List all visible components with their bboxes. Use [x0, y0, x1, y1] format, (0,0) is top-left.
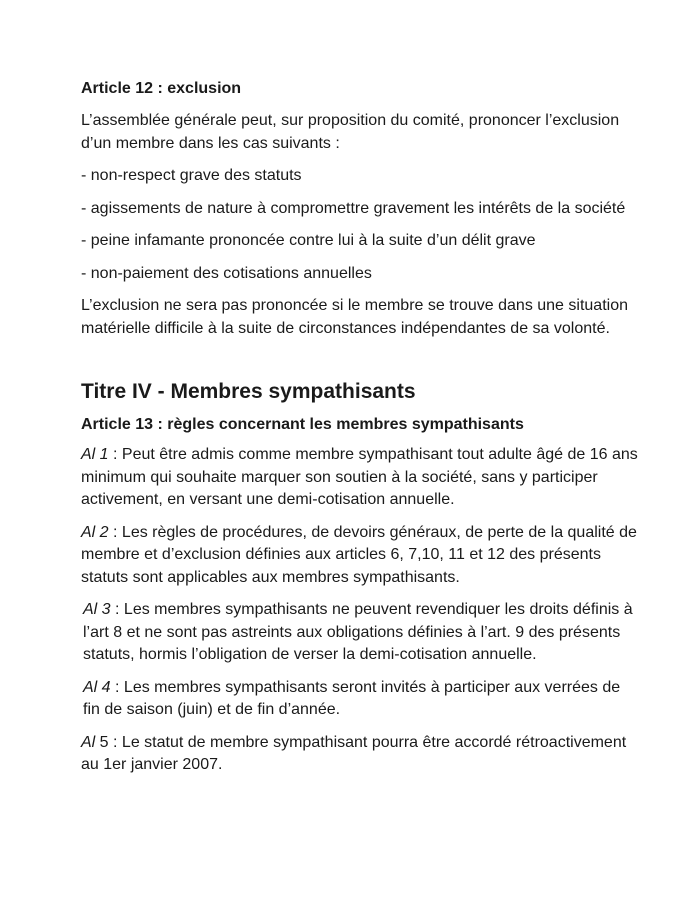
document-page — [81, 78, 641, 787]
alinea-4-label: Al 4 — [83, 678, 111, 696]
alinea-3-label: Al 3 — [83, 601, 111, 618]
alinea-5-label: Al — [81, 733, 96, 751]
article-12-intro: L’assemblée générale peut, sur proposition du comité, prononcer l’exclusion d’un membre dans les cas suivants : — [81, 112, 620, 152]
alinea-4-text: : Les membres sympathisants seront invités à participer aux verrées de fin de saison (juin) et de fin d’année. — [83, 678, 621, 718]
article-12-heading: Article 12 : exclusion — [81, 80, 242, 97]
alinea-2 — [81, 522, 641, 590]
alinea-3 — [81, 599, 641, 667]
alinea-1-label: Al 1 — [81, 446, 109, 463]
alinea-1 — [81, 444, 641, 512]
alinea-2-text: : Les règles de procédures, de devoirs généraux, de perte de la qualité de membre et d’exclusion définies aux articles 6, 7,10, 11 et 12 des présents statuts sont applicables aux membres sympathisants. — [81, 523, 637, 586]
alinea-3-text: : Les membres sympathisants ne peuvent revendiquer les droits définis à l’art 8 et ne sont pas astreints aux obligations définies à l’art. 9 des présents statuts, hormis l’obligation de verser la demi-cotisation annuelle. — [83, 601, 633, 663]
article-12-item-3: - peine infamante prononcée contre lui à la suite d’un délit grave — [81, 232, 536, 249]
article-12-closing: L’exclusion ne sera pas prononcée si le membre se trouve dans une situation matérielle difficile à la suite de circonstances indépendantes de sa volonté. — [81, 297, 628, 337]
alinea-1-text: : Peut être admis comme membre sympathisant tout adulte âgé de 16 ans minimum qui souhaite marquer son soutien à la société, sans y participer activement, en versant une demi-cotisation annuelle. — [81, 446, 638, 508]
alinea-5 — [81, 732, 641, 777]
alinea-4 — [81, 677, 641, 722]
titre-iv-title: Titre IV - Membres sympathisants — [81, 380, 416, 403]
alinea-5-text: 5 : Le statut de membre sympathisant pourra être accordé rétroactivement au 1er janvier 2007. — [81, 733, 627, 773]
article-12-item-2: - agissements de nature à compromettre gravement les intérêts de la société — [81, 199, 626, 217]
alinea-2-label: Al 2 — [81, 523, 109, 541]
article-12-item-1: - non-respect grave des statuts — [81, 167, 302, 184]
article-13-heading: Article 13 : règles concernant les membres sympathisants — [81, 416, 524, 433]
article-12-item-4: - non-paiement des cotisations annuelles — [81, 264, 372, 282]
